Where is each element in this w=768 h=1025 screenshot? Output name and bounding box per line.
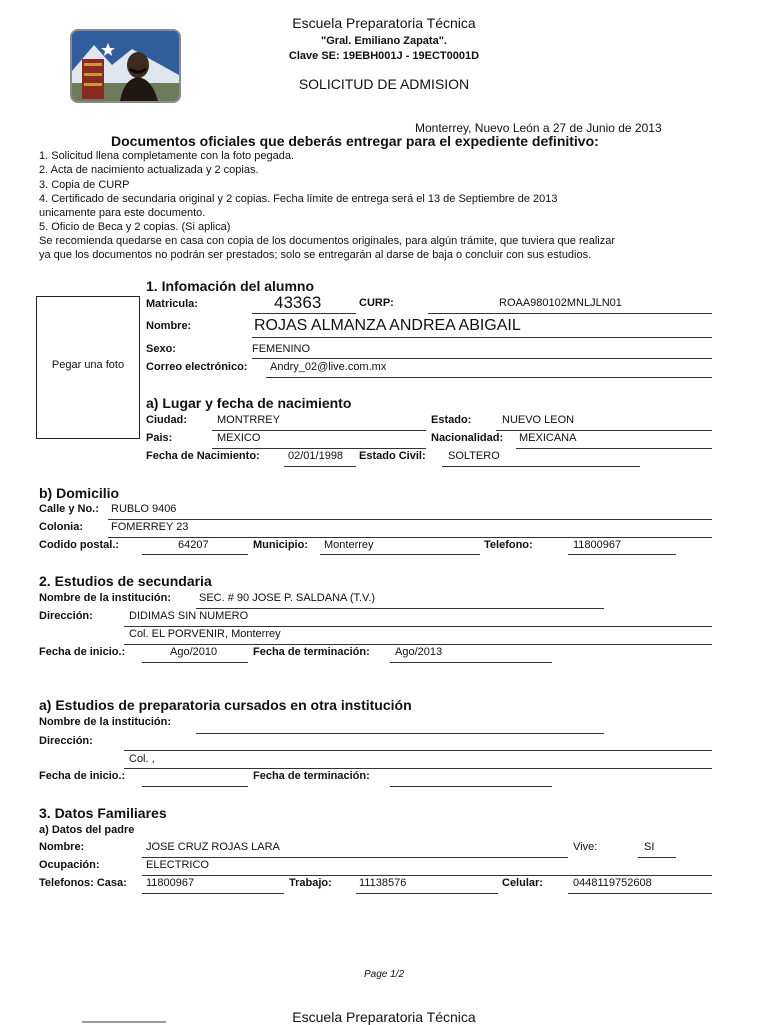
nombre-label: Nombre: — [146, 320, 192, 332]
date-line: Monterrey, Nuevo León a 27 de Junio de 2013 — [415, 121, 662, 135]
padre-nombre-label: Nombre: — [39, 841, 85, 853]
prepa-term-label: Fecha de terminación: — [253, 770, 370, 782]
field-underline — [142, 857, 568, 858]
celular-label: Celular: — [502, 877, 543, 889]
student-heading: 1. Infomación del alumno — [146, 278, 315, 294]
nacionalidad-field[interactable]: MEXICANA — [519, 432, 577, 444]
field-underline — [320, 554, 480, 555]
field-underline — [428, 313, 712, 314]
colonia-label: Colonia: — [39, 521, 83, 533]
colonia-field[interactable]: FOMERREY 23 — [111, 521, 189, 533]
trabajo-label: Trabajo: — [289, 877, 332, 889]
familia-heading: 3. Datos Familiares — [39, 805, 167, 821]
field-underline — [124, 644, 712, 645]
sec-dir2-field[interactable]: Col. EL PORVENIR, Monterrey — [129, 628, 281, 640]
field-underline — [124, 768, 712, 769]
prepa-inst-field[interactable] — [196, 733, 604, 734]
calle-label: Calle y No.: — [39, 503, 99, 515]
sexo-field[interactable]: FEMENINO — [252, 343, 311, 355]
docs-note: ya que los documentos no podrán ser prestados; solo se entregarán al darse de baja o concluir con sus estudios. — [39, 249, 592, 261]
sec-dir-label: Dirección: — [39, 610, 93, 622]
cp-field[interactable]: 64207 — [178, 539, 209, 551]
school-logo — [70, 29, 181, 103]
field-underline — [212, 430, 426, 431]
field-underline — [568, 554, 676, 555]
prepa-inicio-field[interactable] — [142, 786, 248, 787]
sec-inicio-field[interactable]: Ago/2010 — [170, 646, 218, 658]
tel-casa-label: Telefonos: Casa: — [39, 877, 127, 889]
prepa-inicio-label: Fecha de inicio.: — [39, 770, 126, 782]
estado-label: Estado: — [431, 414, 472, 426]
sec-inst-field[interactable]: SEC. # 90 JOSE P. SALDANA (T.V.) — [199, 592, 376, 604]
school-clave: Clave SE: 19EBH001J - 19ECT0001D — [288, 50, 480, 62]
sec-inst-label: Nombre de la institución: — [39, 592, 172, 604]
trabajo-field[interactable]: 11138576 — [359, 877, 407, 889]
telefono-field[interactable]: 11800967 — [573, 539, 622, 551]
field-underline — [496, 430, 712, 431]
docs-item: 5. Oficio de Beca y 2 copias. (Si aplica) — [39, 221, 231, 233]
ocupacion-field[interactable]: ELECTRICO — [146, 859, 209, 871]
form-title: SOLICITUD DE ADMISION — [298, 76, 470, 92]
field-underline — [252, 313, 356, 314]
docs-note: Se recomienda quedarse en casa con copia de los documentos originales, para algún trámite, que tuviera que realizar — [39, 235, 616, 247]
docs-item: 2. Acta de nacimiento actualizada y 2 copias. — [39, 164, 259, 176]
curp-label: CURP: — [359, 297, 394, 309]
prepa-dir2-field[interactable]: Col. , — [129, 753, 155, 765]
prepa-term-field[interactable] — [390, 786, 552, 787]
sec-term-field[interactable]: Ago/2013 — [395, 646, 443, 658]
docs-item: 4. Certificado de secundaria original y 2 copias. Fecha límite de entrega será el 13 de Septiembre de 2013 — [39, 193, 558, 205]
municipio-field[interactable]: Monterrey — [324, 539, 374, 551]
sec-inicio-label: Fecha de inicio.: — [39, 646, 126, 658]
field-underline — [252, 358, 712, 359]
next-page-logo-edge — [82, 1021, 166, 1023]
birth-heading: a) Lugar y fecha de nacimiento — [146, 395, 352, 411]
ciudad-label: Ciudad: — [146, 414, 187, 426]
celular-field[interactable]: 0448119752608 — [573, 877, 652, 889]
docs-title: Documentos oficiales que deberás entregar para el expediente definitivo: — [111, 133, 599, 149]
field-underline — [442, 466, 640, 467]
next-page-header: Escuela Preparatoria Técnica — [292, 1009, 476, 1025]
docs-item: 1. Solicitud llena completamente con la foto pegada. — [39, 150, 294, 162]
prepa-dir-field[interactable] — [124, 750, 712, 751]
prepa-inst-label: Nombre de la institución: — [39, 716, 172, 728]
field-underline — [638, 857, 676, 858]
field-underline — [142, 662, 248, 663]
ciudad-field[interactable]: MONTRREY — [217, 414, 280, 426]
civil-field[interactable]: SOLTERO — [448, 450, 500, 462]
vive-label: Vive: — [573, 841, 598, 853]
tel-casa-field[interactable]: 11800967 — [146, 877, 195, 889]
field-underline — [196, 608, 604, 609]
field-underline — [284, 466, 356, 467]
civil-label: Estado Civil: — [359, 450, 426, 462]
padre-nombre-field[interactable]: JOSE CRUZ ROJAS LARA — [146, 841, 280, 853]
school-subtitle: "Gral. Emiliano Zapata". — [321, 35, 447, 47]
docs-item: unicamente para este documento. — [39, 207, 206, 219]
matricula-field[interactable]: 43363 — [274, 293, 322, 312]
field-underline — [142, 875, 712, 876]
pais-label: Pais: — [146, 432, 173, 444]
cp-label: Codido postal.: — [39, 539, 120, 551]
pais-field[interactable]: MEXICO — [217, 432, 261, 444]
sec-dir-field[interactable]: DIDIMAS SIN NUMERO — [129, 610, 249, 622]
curp-field[interactable]: ROAA980102MNLJLN01 — [499, 297, 622, 309]
padre-subheading: a) Datos del padre — [39, 824, 135, 836]
matricula-label: Matricula: — [146, 298, 198, 310]
sexo-label: Sexo: — [146, 343, 176, 355]
telefono-label: Telefono: — [484, 539, 533, 551]
field-underline — [390, 662, 552, 663]
photo-label: Pegar una foto — [51, 359, 125, 371]
vive-field[interactable]: SI — [644, 841, 655, 853]
fecha-nac-label: Fecha de Nacimiento: — [146, 450, 260, 462]
logo-emblem-icon — [72, 31, 179, 101]
domicilio-heading: b) Domicilio — [39, 485, 120, 501]
ocupacion-label: Ocupación: — [39, 859, 100, 871]
field-underline — [252, 337, 712, 338]
docs-item: 3. Copia de CURP — [39, 179, 130, 191]
prepa-heading: a) Estudios de preparatoria cursados en otra institución — [39, 697, 412, 713]
sec-term-label: Fecha de terminación: — [253, 646, 370, 658]
field-underline — [108, 519, 712, 520]
field-underline — [516, 448, 712, 449]
field-underline — [266, 377, 712, 378]
prepa-dir-label: Dirección: — [39, 735, 93, 747]
secundaria-heading: 2. Estudios de secundaria — [39, 573, 212, 589]
field-underline — [212, 448, 426, 449]
school-name: Escuela Preparatoria Técnica — [292, 15, 476, 31]
field-underline — [142, 554, 248, 555]
nombre-field[interactable]: ROJAS ALMANZA ANDREA ABIGAIL — [254, 317, 521, 334]
municipio-label: Municipio: — [253, 539, 308, 551]
photo-box — [36, 296, 140, 439]
page-number: Page 1/2 — [363, 969, 405, 980]
fecha-nac-field[interactable]: 02/01/1998 — [288, 450, 344, 462]
nacionalidad-label: Nacionalidad: — [431, 432, 504, 444]
field-underline — [142, 893, 284, 894]
field-underline — [124, 626, 712, 627]
estado-field[interactable]: NUEVO LEON — [502, 414, 575, 426]
correo-field[interactable]: Andry_02@live.com.mx — [270, 361, 387, 373]
field-underline — [108, 537, 712, 538]
field-underline — [568, 893, 712, 894]
field-underline — [356, 893, 498, 894]
correo-label: Correo electrónico: — [146, 361, 248, 373]
calle-field[interactable]: RUBLO 9406 — [111, 503, 177, 515]
